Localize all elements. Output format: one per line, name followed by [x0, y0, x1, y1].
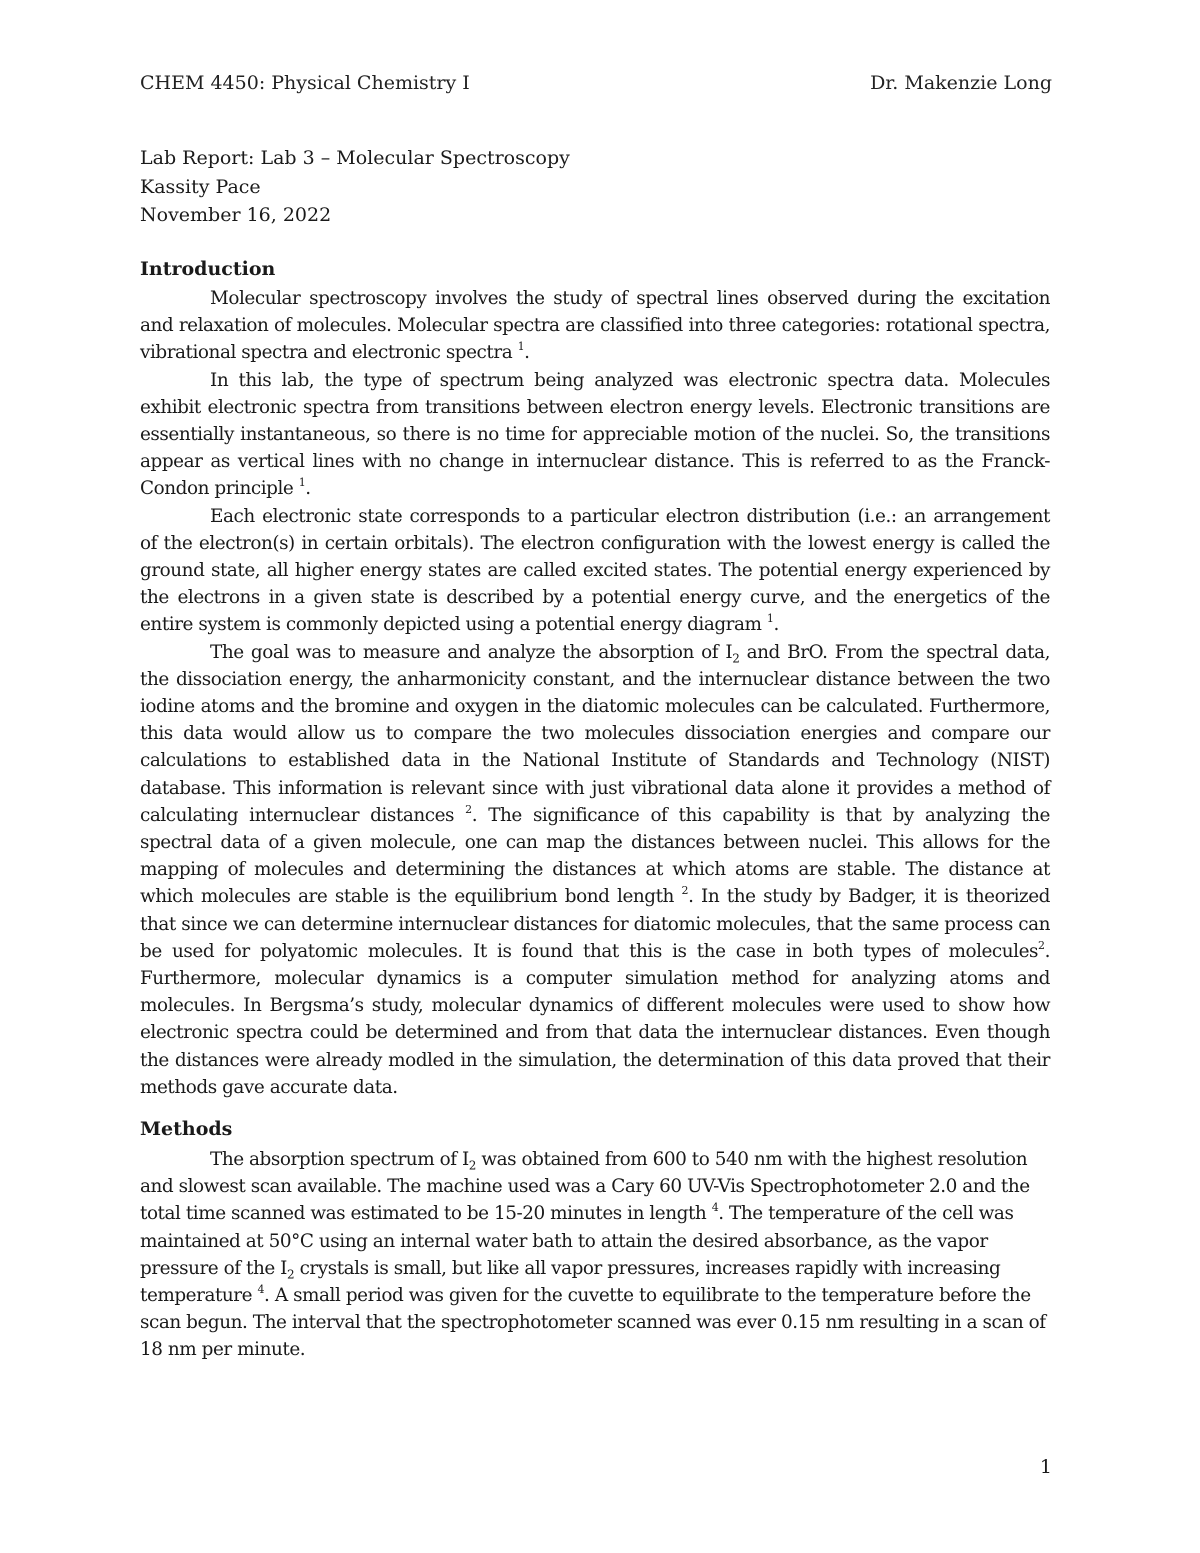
intro-p4-text-d: . In the study by Badger, it is theorized that since we can determine internuclear distances for diatomic molecules, that the same process can be used for polyatomic molecules. It is found that this is the case in both types of molecules — [140, 886, 1051, 962]
intro-p4-text-a: The goal was to measure and analyze the absorption of I — [210, 641, 733, 663]
methods-text-e: . A small period was given for the cuvette to equilibrate to the temperature before the scan begun. The interval that the spectrophotometer scanned was ever 0.15 nm resulting in a scan of 18 nm per minute. — [140, 1285, 1046, 1361]
methods-text-a: The absorption spectrum of I — [210, 1149, 469, 1170]
citation-ref: 1 — [517, 340, 525, 354]
citation-ref: 2 — [465, 802, 472, 816]
intro-p4-text-b: and BrO. From the spectral data, the dissociation energy, the anharmonicity constant, and the internuclear distance between the two iodine atoms and the bromine and oxygen in the diatomic molecules can be calculated. Furthermore, this data would allow us to compare the two molecules dissociation energies and compare our calculations to established data in the National Institute of Standards and Technology (NIST) database. This information is relevant since with just vibrational data alone it provides a method of calculating internuclear distances — [140, 641, 1051, 826]
citation-ref: 4 — [711, 1201, 719, 1215]
citation-ref: 2 — [1038, 938, 1045, 952]
methods-body — [140, 1146, 1050, 1364]
methods-text-d: crystals is small, but like all vapor pressures, increases rapidly with increasing temperature — [140, 1257, 1001, 1307]
report-meta — [140, 144, 570, 230]
citation-ref: 1 — [298, 476, 306, 490]
report-title: Lab Report: Lab 3 – Molecular Spectroscopy — [140, 147, 570, 169]
punctuation: . — [524, 342, 530, 364]
course-title: CHEM 4450: Physical Chemistry I — [140, 72, 470, 94]
intro-p4-text-c: . The significance of this capability is that by analyzing the spectral data of a given molecule, one can map the distances between nuclei. This allows for the mapping of molecules and determining the distances at which atoms are stable. The distance at which molecules are stable is the equilibrium bond length — [140, 804, 1050, 908]
author-name: Kassity Pace — [140, 175, 261, 198]
intro-p3-text: Each electronic state corresponds to a particular electron distribution (i.e.: an arrangement of the electron(s) in certain orbitals). The electron configuration with the lowest energy is called the ground state, all higher energy states are called excited states. The potential energy experienced by the electrons in a given state is described by a potential energy curve, and the energetics of the entire system is commonly depicted using a potential energy diagram — [140, 505, 1050, 636]
intro-p2-text: In this lab, the type of spectrum being analyzed was electronic spectra data. Molecules exhibit electronic spectra from transitions between electron energy levels. Electronic transitions are essentially instantaneous, so there is no time for appreciable motion of the nuclei. So, the transitions appear as vertical lines with no change in internuclear distance. This is referred to as the Franck-Condon principle — [140, 369, 1050, 500]
subscript: 2 — [287, 1267, 295, 1282]
instructor-name: Dr. Makenzie Long — [870, 72, 1052, 94]
intro-paragraph-4 — [140, 639, 1050, 1101]
methods-text-c: . The temperature of the cell was maintained at 50°C using an internal water bath to attain the desired absorbance, as the vapor pressure of the I — [140, 1203, 1014, 1279]
intro-paragraph-2 — [140, 367, 1050, 503]
methods-text-b: was obtained from 600 to 540 nm with the highest resolution and slowest scan available. The machine used was a Cary 60 UV-Vis Spectrophotometer 2.0 and the total time scanned was estimated to be 15-20 minutes in length — [140, 1149, 1030, 1225]
citation-ref: 2 — [681, 884, 689, 898]
methods-paragraph-1 — [140, 1146, 1050, 1364]
subscript: 2 — [468, 1158, 476, 1173]
punctuation: . — [773, 614, 779, 636]
subscript: 2 — [732, 651, 740, 666]
methods-heading: Methods — [140, 1118, 233, 1140]
page-header — [140, 72, 1052, 94]
citation-ref: 1 — [766, 612, 774, 626]
citation-ref: 4 — [257, 1282, 265, 1296]
report-date: November 16, 2022 — [140, 204, 332, 226]
intro-paragraph-1 — [140, 285, 1050, 367]
intro-p4-text-e: . Furthermore, molecular dynamics is a computer simulation method for analyzing atoms and molecules. In Bergsma’s study, molecular dynamics of different molecules were used to show how electronic spectra could be determined and from that data the internuclear distances. Even though the distances were already modled in the simulation, the determination of this data proved that their methods gave accurate data. — [140, 940, 1050, 1098]
introduction-body — [140, 285, 1050, 1101]
introduction-heading: Introduction — [140, 258, 276, 280]
punctuation: . — [305, 478, 311, 500]
page-number: 1 — [1039, 1456, 1052, 1478]
intro-p1-text: Molecular spectroscopy involves the study of spectral lines observed during the excitation and relaxation of molecules. Molecular spectra are classified into three categories: rotational spectra, vibrational spectra and electronic spectra — [140, 288, 1050, 364]
intro-paragraph-3 — [140, 503, 1050, 639]
